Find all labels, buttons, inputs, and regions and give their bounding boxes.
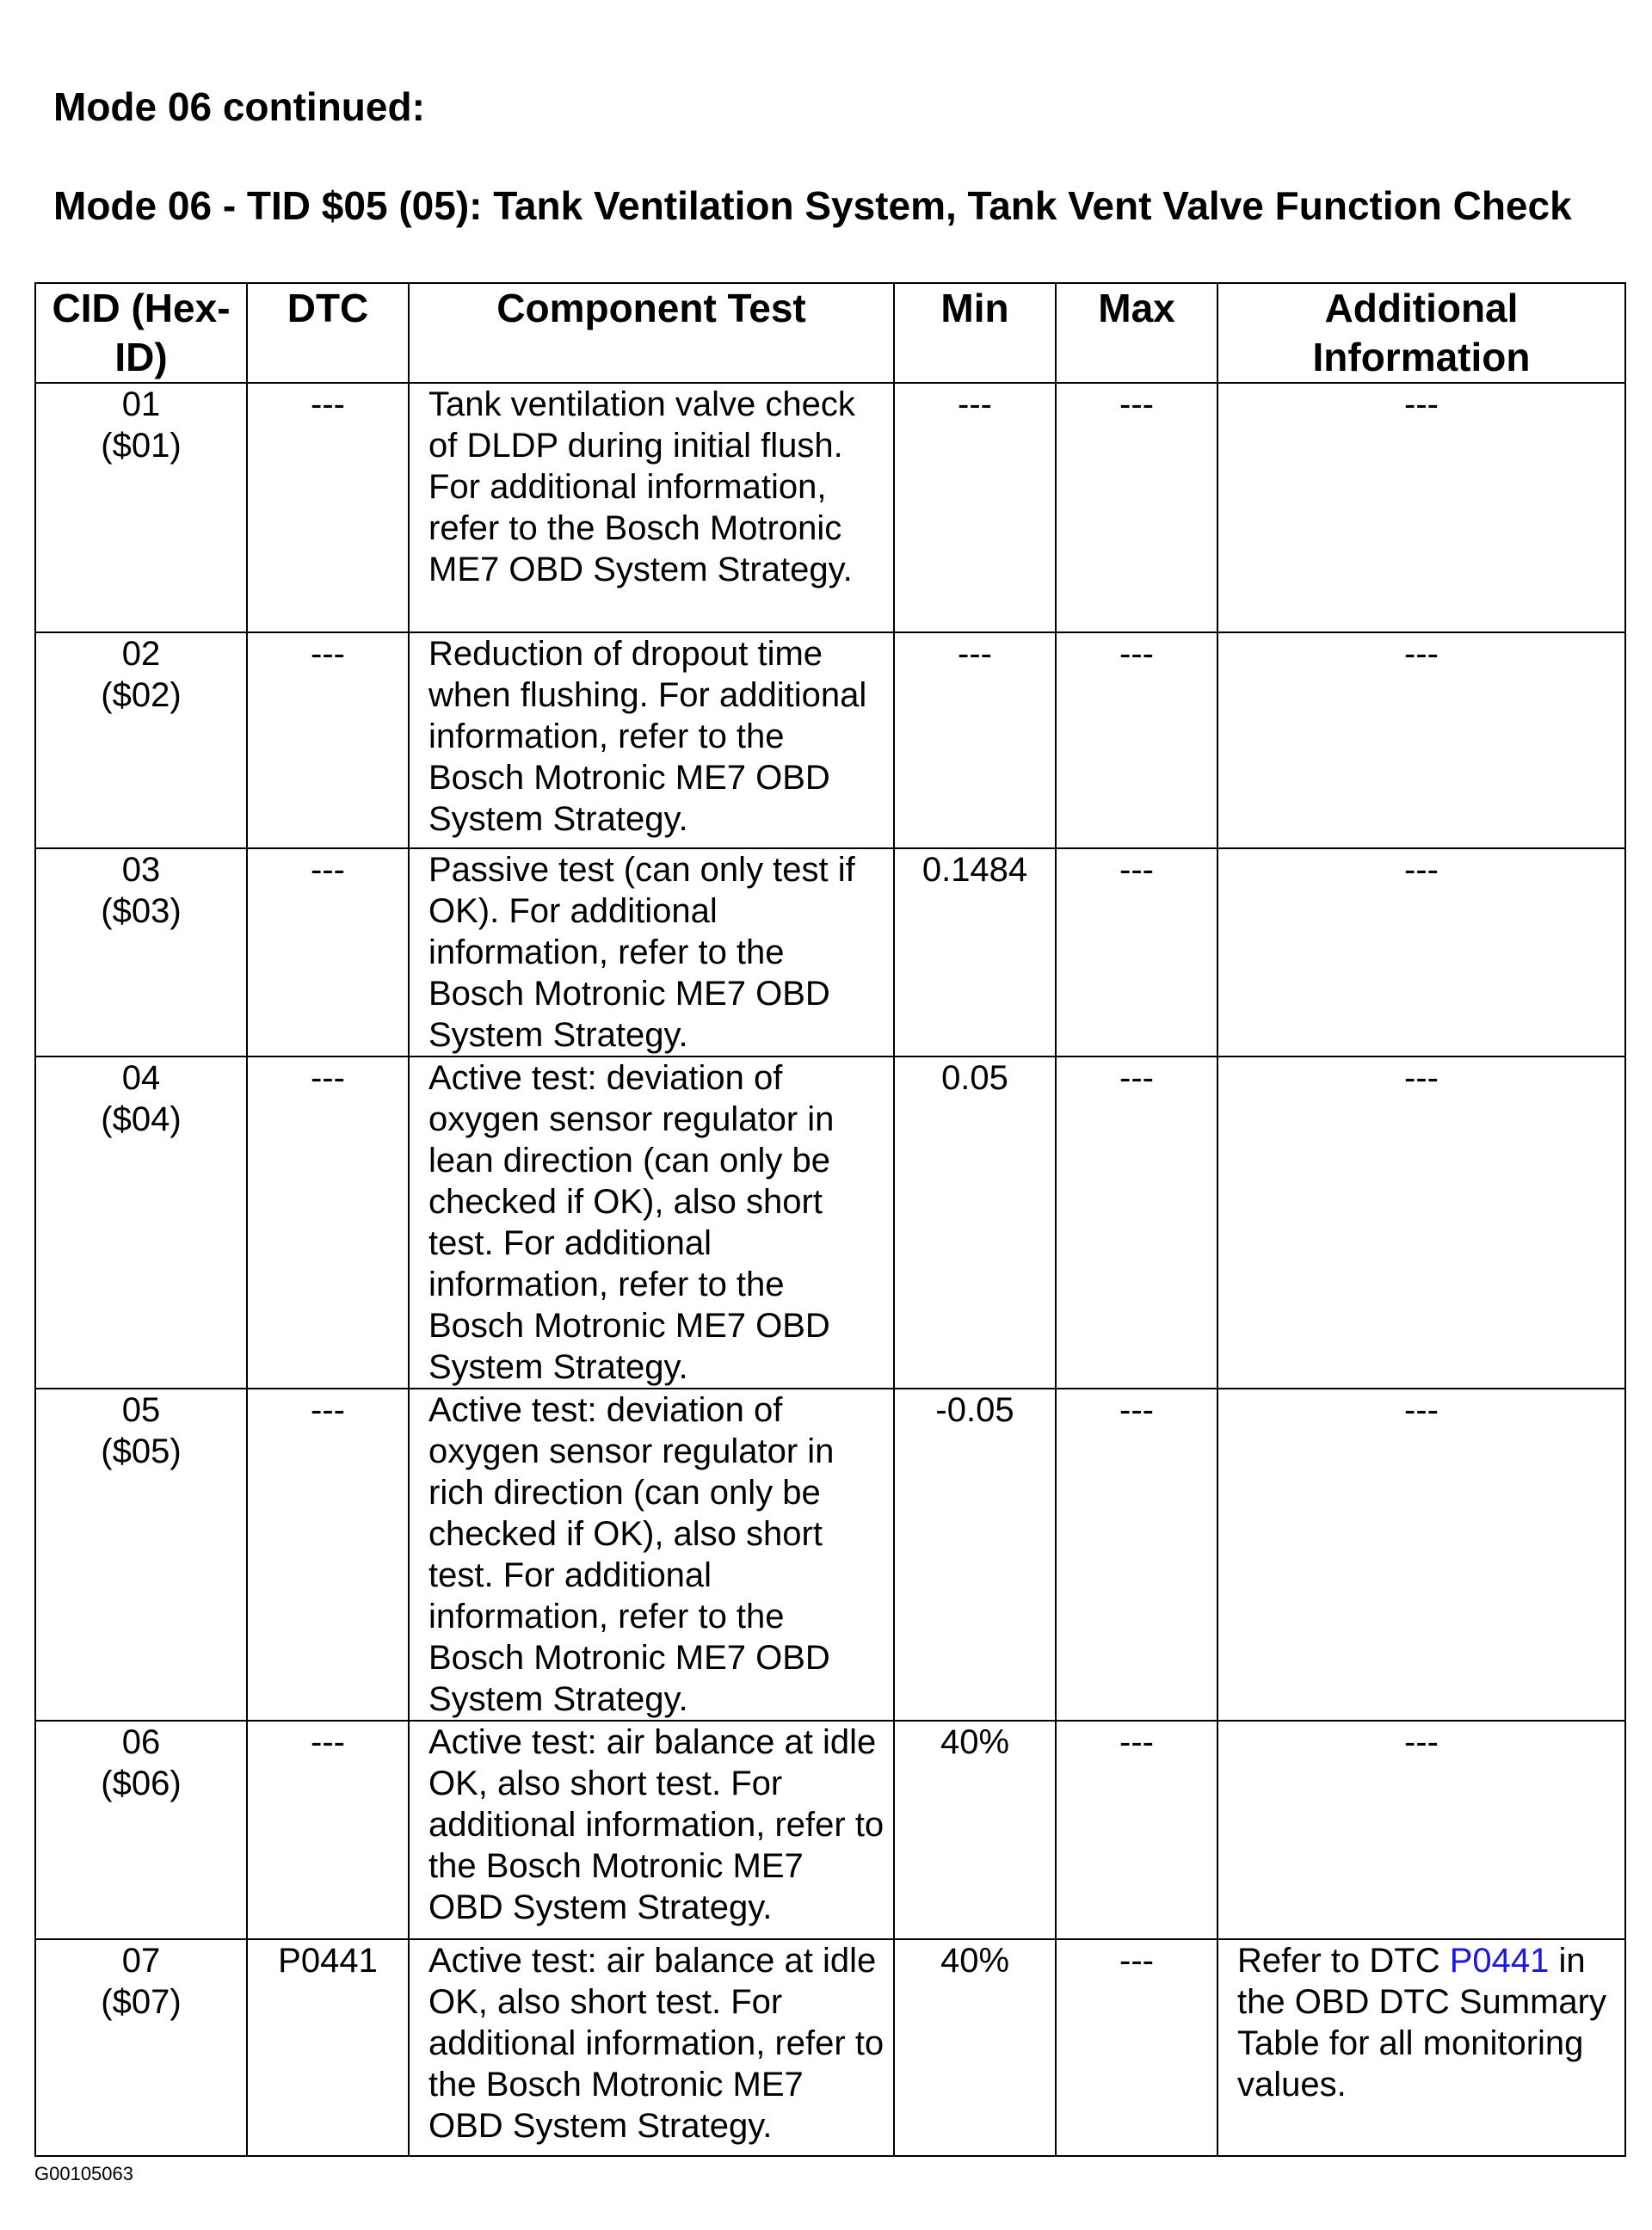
additional-info-cell: ---	[1217, 1056, 1625, 1389]
cid-value: 05	[121, 1391, 161, 1429]
hex-id-value: ($03)	[101, 892, 182, 930]
hex-id-value: ($07)	[101, 1983, 182, 2021]
table-row	[35, 1721, 1625, 1939]
min-cell: 40%	[894, 1939, 1056, 2156]
cid-value: 03	[121, 851, 161, 889]
dtc-cell: ---	[247, 632, 409, 848]
component-test-cell: Passive test (can only test if OK). For additional information, refer to the Bosch Motronic ME7 OBD System Strategy.	[409, 848, 894, 1056]
additional-info-cell	[1217, 1939, 1625, 2156]
header-cid: CID (Hex-ID)	[35, 283, 247, 383]
component-test-cell: Reduction of dropout time when flushing. For additional information, refer to the Bosch Motronic ME7 OBD System Strategy.	[409, 632, 894, 848]
table-header-row	[35, 283, 1625, 383]
cid-cell	[35, 1721, 247, 1939]
table-row	[35, 383, 1625, 632]
component-test-cell: Active test: deviation of oxygen sensor regulator in lean direction (can only be checked if OK), also short test. For additional information, refer to the Bosch Motronic ME7 OBD System Strategy.	[409, 1056, 894, 1389]
cid-cell	[35, 1939, 247, 2156]
table-row	[35, 1939, 1625, 2156]
cid-cell	[35, 383, 247, 632]
max-cell: ---	[1056, 632, 1217, 848]
hex-id-value: ($01)	[101, 427, 182, 465]
info-text-suffix: in the OBD DTC Summary Table for all monitoring values.	[1237, 1942, 1606, 2104]
additional-info-cell: ---	[1217, 383, 1625, 632]
min-cell: 0.05	[894, 1056, 1056, 1389]
table-row	[35, 1389, 1625, 1721]
dtc-p0441-link[interactable]: P0441	[1449, 1942, 1550, 1980]
max-cell: ---	[1056, 383, 1217, 632]
component-test-cell: Active test: air balance at idle OK, also short test. For additional information, refer to the Bosch Motronic ME7 OBD System Strategy.	[409, 1939, 894, 2156]
section-title: Mode 06 - TID $05 (05): Tank Ventilation System, Tank Vent Valve Function Check	[53, 183, 1572, 228]
figure-id: G00105063	[34, 2163, 133, 2184]
table-row	[35, 632, 1625, 848]
max-cell: ---	[1056, 1939, 1217, 2156]
cid-value: 01	[121, 385, 161, 423]
max-cell: ---	[1056, 1389, 1217, 1721]
component-test-cell: Active test: air balance at idle OK, also short test. For additional information, refer to the Bosch Motronic ME7 OBD System Strategy.	[409, 1721, 894, 1939]
cid-value: 07	[121, 1942, 161, 1980]
header-min: Min	[894, 283, 1056, 383]
dtc-cell: P0441	[247, 1939, 409, 2156]
table-row	[35, 848, 1625, 1056]
cid-value: 02	[121, 635, 161, 673]
hex-id-value: ($02)	[101, 676, 182, 714]
header-max: Max	[1056, 283, 1217, 383]
additional-info-cell: ---	[1217, 632, 1625, 848]
dtc-cell: ---	[247, 383, 409, 632]
min-cell: -0.05	[894, 1389, 1056, 1721]
min-cell: 40%	[894, 1721, 1056, 1939]
cid-value: 04	[121, 1059, 161, 1097]
info-text-prefix: Refer to DTC	[1237, 1942, 1450, 1980]
dtc-cell: ---	[247, 1721, 409, 1939]
hex-id-value: ($05)	[101, 1432, 182, 1470]
max-cell: ---	[1056, 848, 1217, 1056]
max-cell: ---	[1056, 1721, 1217, 1939]
mode06-table	[34, 282, 1626, 2157]
table-row	[35, 1056, 1625, 1389]
header-additional-info: Additional Information	[1217, 283, 1625, 383]
min-cell: ---	[894, 383, 1056, 632]
additional-info-cell: ---	[1217, 1389, 1625, 1721]
header-dtc: DTC	[247, 283, 409, 383]
hex-id-value: ($04)	[101, 1100, 182, 1138]
cid-value: 06	[121, 1723, 161, 1761]
cid-cell	[35, 848, 247, 1056]
min-cell: ---	[894, 632, 1056, 848]
dtc-cell: ---	[247, 848, 409, 1056]
dtc-cell: ---	[247, 1389, 409, 1721]
cid-cell	[35, 1389, 247, 1721]
additional-info-cell: ---	[1217, 848, 1625, 1056]
dtc-cell: ---	[247, 1056, 409, 1389]
additional-info-cell: ---	[1217, 1721, 1625, 1939]
min-cell: 0.1484	[894, 848, 1056, 1056]
header-component-test: Component Test	[409, 283, 894, 383]
cid-cell	[35, 1056, 247, 1389]
hex-id-value: ($06)	[101, 1765, 182, 1802]
page-heading: Mode 06 continued:	[53, 84, 425, 129]
cid-cell	[35, 632, 247, 848]
max-cell: ---	[1056, 1056, 1217, 1389]
component-test-cell: Tank ventilation valve check of DLDP during initial flush. For additional information, refer to the Bosch Motronic ME7 OBD System Strategy.	[409, 383, 894, 632]
component-test-cell: Active test: deviation of oxygen sensor regulator in rich direction (can only be checked if OK), also short test. For additional information, refer to the Bosch Motronic ME7 OBD System Strategy.	[409, 1389, 894, 1721]
